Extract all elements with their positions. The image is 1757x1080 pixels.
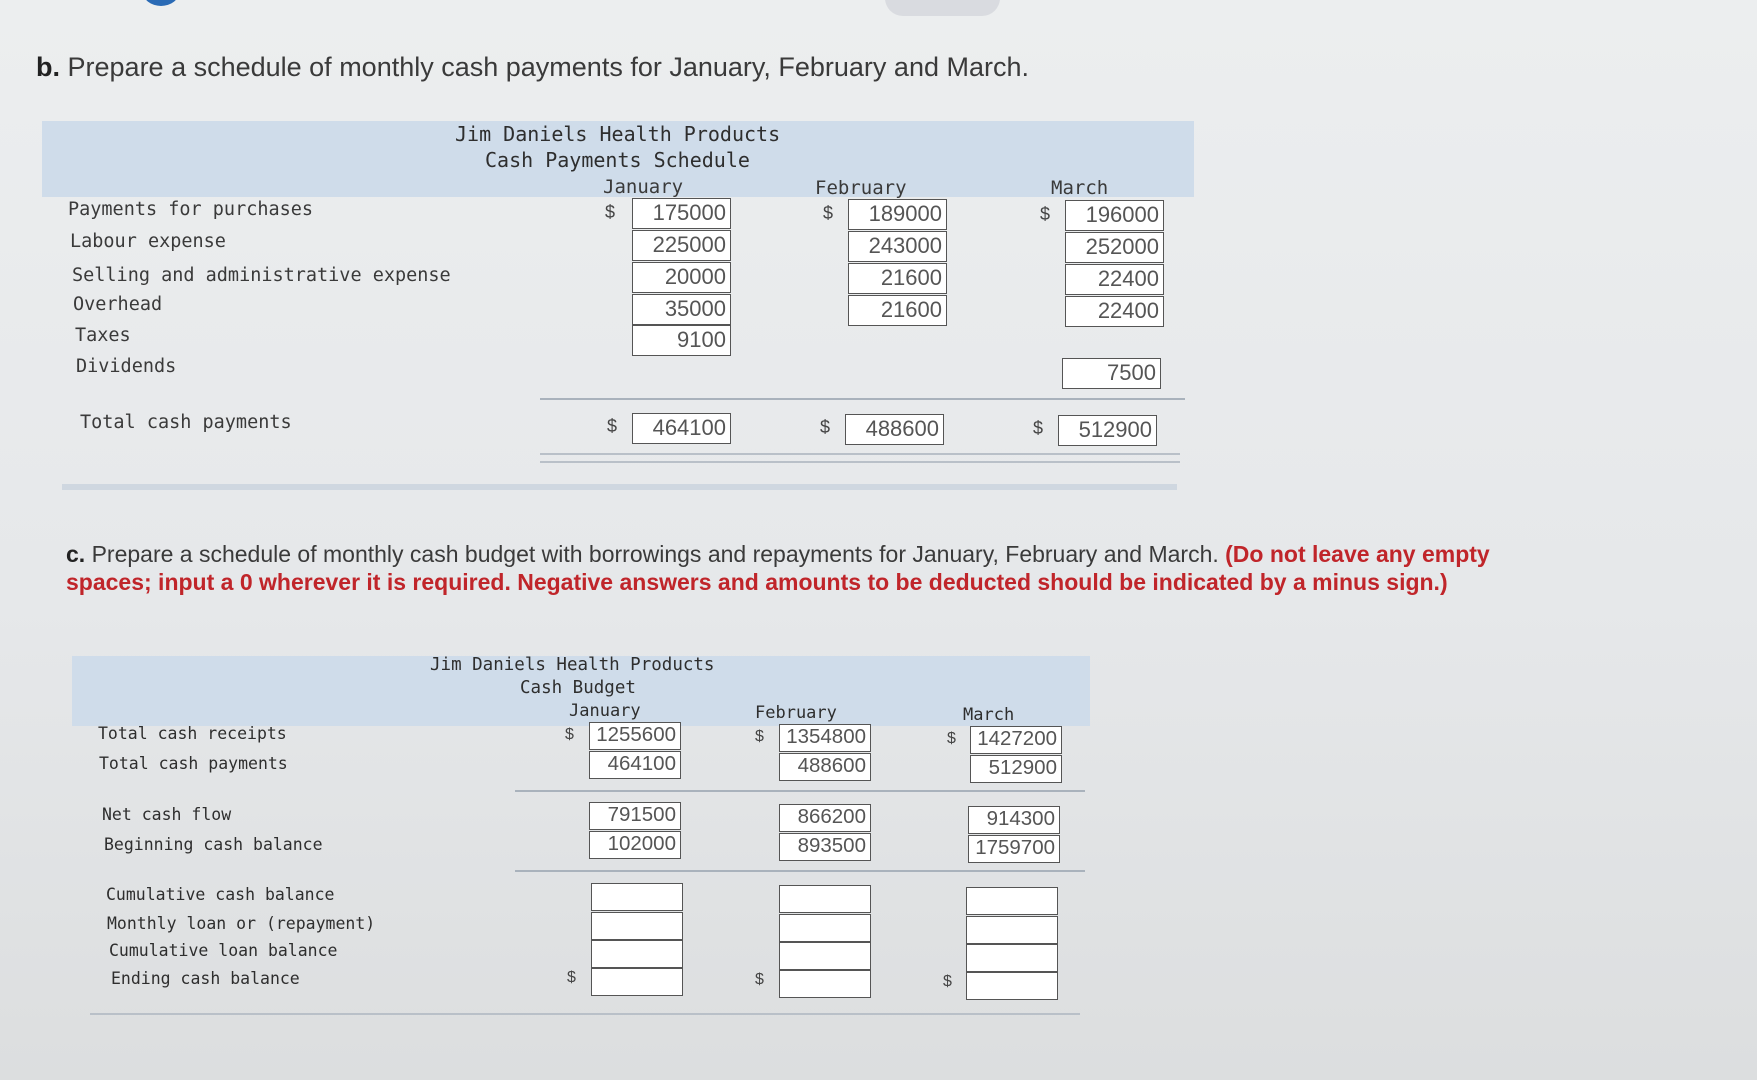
payments-total-label: Total cash payments (80, 412, 292, 433)
payments-row-label: Labour expense (70, 231, 226, 252)
budget-feb-loan-input[interactable] (779, 914, 871, 942)
payments-jan-selling-input[interactable]: 20000 (632, 262, 731, 293)
budget-feb-payments-input[interactable]: 488600 (779, 753, 871, 781)
budget-col-january: January (569, 701, 641, 721)
payments-feb-labour-input[interactable]: 243000 (848, 231, 947, 262)
payments-jan-taxes-input[interactable]: 9100 (632, 325, 731, 356)
payments-row-label: Taxes (75, 325, 131, 346)
payments-mar-dividends-input[interactable]: 7500 (1062, 358, 1161, 389)
payments-col-march: March (1051, 177, 1109, 199)
payments-mar-total-input[interactable]: 512900 (1058, 415, 1157, 446)
payments-feb-purchases-input[interactable]: 189000 (848, 199, 947, 230)
budget-row-label: Net cash flow (102, 805, 232, 824)
top-nav-circle[interactable] (143, 0, 179, 6)
budget-row-label: Ending cash balance (111, 969, 300, 988)
budget-feb-ending-input[interactable] (779, 970, 871, 998)
budget-jan-payments-input[interactable]: 464100 (589, 751, 681, 779)
payments-mar-overhead-input[interactable]: 22400 (1065, 296, 1164, 327)
budget-feb-cumloan-input[interactable] (779, 942, 871, 970)
currency-symbol: $ (755, 728, 764, 745)
budget-jan-receipts-input[interactable]: 1255600 (589, 722, 681, 750)
payments-mar-purchases-input[interactable]: 196000 (1065, 200, 1164, 231)
budget-col-february: February (755, 703, 837, 723)
budget-mar-payments-input[interactable]: 512900 (970, 755, 1062, 783)
budget-subtotal-rule (515, 790, 1085, 792)
part-c-letter: c. (66, 541, 86, 567)
budget-row-label: Beginning cash balance (104, 835, 323, 854)
budget-feb-netflow-input[interactable]: 866200 (779, 804, 871, 832)
currency-symbol: $ (1040, 204, 1051, 224)
budget-row-label: Total cash payments (99, 754, 288, 773)
currency-symbol: $ (755, 971, 764, 988)
payments-subtotal-rule (540, 398, 1185, 400)
budget-mar-ending-input[interactable] (966, 972, 1058, 1000)
payments-jan-labour-input[interactable]: 225000 (632, 230, 731, 261)
currency-symbol: $ (820, 417, 831, 437)
budget-company-name: Jim Daniels Health Products (430, 655, 715, 675)
currency-symbol: $ (567, 969, 576, 986)
budget-mar-loan-input[interactable] (966, 916, 1058, 944)
budget-jan-ending-input[interactable] (591, 968, 683, 996)
currency-symbol: $ (565, 726, 574, 743)
payments-jan-total-input[interactable]: 464100 (632, 413, 731, 444)
budget-feb-beginning-input[interactable]: 893500 (779, 833, 871, 861)
budget-row-label: Cumulative cash balance (106, 885, 335, 904)
payments-col-february: February (815, 177, 907, 199)
budget-row-label: Monthly loan or (repayment) (107, 914, 376, 933)
budget-jan-loan-input[interactable] (591, 912, 683, 940)
currency-symbol: $ (607, 416, 618, 436)
currency-symbol: $ (1033, 418, 1044, 438)
budget-row-label: Cumulative loan balance (109, 941, 338, 960)
currency-symbol: $ (947, 730, 956, 747)
part-b-letter: b. (36, 52, 60, 82)
top-nav-pill[interactable] (885, 0, 1000, 16)
payments-jan-overhead-input[interactable]: 35000 (632, 294, 731, 325)
payments-mar-labour-input[interactable]: 252000 (1065, 232, 1164, 263)
payments-feb-selling-input[interactable]: 21600 (848, 263, 947, 294)
currency-symbol: $ (823, 203, 834, 223)
budget-mar-cumcash-input[interactable] (966, 887, 1058, 915)
payments-jan-purchases-input[interactable]: 175000 (632, 198, 731, 229)
budget-subtotal-rule (515, 870, 1085, 872)
payments-feb-total-input[interactable]: 488600 (845, 414, 944, 445)
budget-row-label: Total cash receipts (98, 724, 287, 743)
budget-bottom-rule (90, 1013, 1080, 1015)
part-c-instruction (66, 540, 1566, 596)
budget-jan-cumloan-input[interactable] (591, 940, 683, 968)
budget-feb-receipts-input[interactable]: 1354800 (779, 724, 871, 752)
payments-feb-overhead-input[interactable]: 21600 (848, 295, 947, 326)
payments-col-january: January (603, 176, 684, 198)
payments-schedule-title: Cash Payments Schedule (485, 148, 750, 172)
payments-mar-selling-input[interactable]: 22400 (1065, 264, 1164, 295)
part-c-note: (Do not leave any empty spaces; input a 0 wherever it is required. Negative answers and amounts to be deducted should be indicated by a minus sign.) (66, 541, 1490, 595)
budget-jan-beginning-input[interactable]: 102000 (589, 831, 681, 859)
payments-row-label: Selling and administrative expense (72, 265, 451, 286)
budget-mar-beginning-input[interactable]: 1759700 (968, 835, 1060, 863)
budget-mar-receipts-input[interactable]: 1427200 (970, 726, 1062, 754)
part-c-text: Prepare a schedule of monthly cash budget with borrowings and repayments for January, February and March. (91, 541, 1219, 567)
budget-jan-netflow-input[interactable]: 791500 (589, 802, 681, 830)
payments-row-label: Dividends (76, 356, 177, 377)
payments-company-name: Jim Daniels Health Products (455, 122, 781, 146)
budget-jan-cumcash-input[interactable] (591, 883, 683, 911)
currency-symbol: $ (943, 973, 952, 990)
payments-total-double-rule (540, 461, 1180, 463)
payments-row-label: Payments for purchases (68, 199, 314, 220)
payments-row-label: Overhead (73, 294, 163, 315)
part-b-instruction (36, 52, 1029, 83)
part-b-text: Prepare a schedule of monthly cash payments for January, February and March. (67, 52, 1029, 82)
budget-col-march: March (963, 705, 1015, 725)
currency-symbol: $ (605, 202, 616, 222)
budget-feb-cumcash-input[interactable] (779, 885, 871, 913)
budget-title: Cash Budget (520, 678, 636, 698)
budget-mar-cumloan-input[interactable] (966, 944, 1058, 972)
budget-mar-netflow-input[interactable]: 914300 (968, 806, 1060, 834)
payments-total-double-rule (540, 453, 1180, 455)
section-divider (62, 484, 1177, 490)
